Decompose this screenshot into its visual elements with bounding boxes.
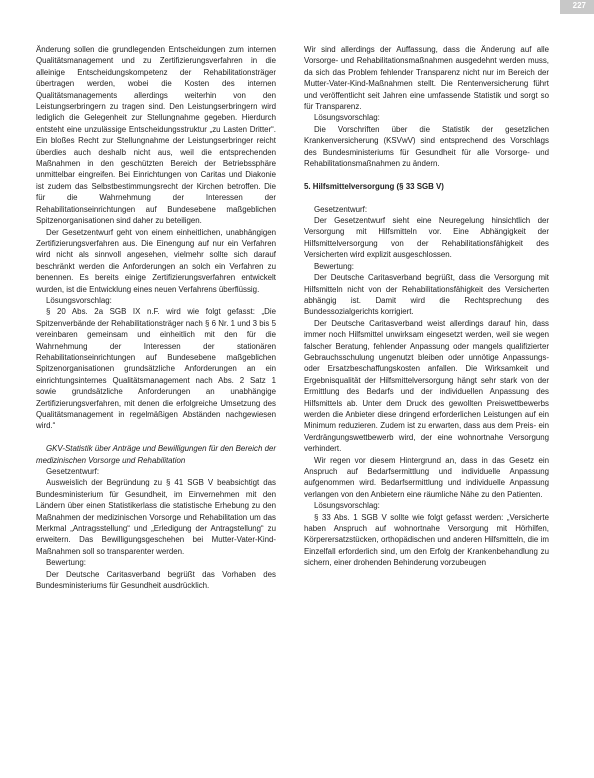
paragraph: Der Gesetzentwurf geht von einem einheitlichen, unabhängigen Zertifizierungsverfahren aus. Die Einengung auf nur ein Verfahren wird nicht als sinnvoll angesehen, vielmehr sollte sich darauf beschränkt werden die Anforderungen an solch ein Verfahren zu benennen. Es bereits einige Zertifizierungsverfahren entwickelt wurden, ist die Entwicklung eines neuen Verfahrens überflüssig. (36, 227, 276, 294)
paragraph: Gesetzentwurf: (314, 204, 368, 214)
paragraph: Der Gesetzentwurf sieht eine Neuregelung hinsichtlich der Versorgung mit Hilfsmitteln vor. Eine Abhängigkeit der Hilfsmittelversorgung von der Rehabilitationsfähigkeit des Versicherten wird explizit ausgeschlossen. (304, 216, 549, 260)
paragraph-spacer (36, 432, 276, 443)
paragraph: § 20 Abs. 2a SGB IX n.F. wird wie folgt gefasst: „Die Spitzenverbände der Rehabilitationsträger nach § 6 Nr. 1 und 3 bis 5 vereinbaren gemeinsam und einheitlich mit den für die Wahrnehmung der Interessen der stationären Rehabilitationseinrichtungen auf Bundesebene maßgeblichen Spitzenorganisationen grundsätzliche Anforderungen an ein einrichtungsinternes Qualitätsmanagement nach Abs. 2 Satz 1 sowie grundsätzliche Anforderungen an unabhängige Zertifizierungsverfahren, mit denen die erfolgreiche Umsetzung des Qualitätsmanagement in regelmäßigen Abständen nachgewiesen wird.“ (36, 307, 276, 431)
paragraph: Der Deutsche Caritasverband weist allerdings darauf hin, dass immer noch Hilfsmittel unwirksam eingesetzt werden, weil sie wegen falscher Beratung, fehlender Anpassung oder mangels qualifizierter Gebrauchsschulung ungenutzt bleiben oder unnötige Anpassungs- oder Ersatzbeschaffungskosten anfallen. Die Wirksamkeit und Ergebnisqualität der Hilfsmittelversorgung hängt sehr stark von der Ermittlung des Bedarfs und der individuellen Anpassung des Hilfsmittels ab. Unter dem Druck des gewollten Preiswettbewerbs werden die Anbieter diese dringend erforderlichen Leistungen auf ein Minimum reduzieren. Zudem ist zu erwarten, dass aus dem Preis- ein Verdrängungswettbewerb wird, der eine wohnortnahe Versorgung verhindert. (304, 318, 549, 454)
left-column (36, 44, 276, 591)
paragraph: Lösungsvorschlag: (46, 295, 112, 305)
paragraph: Wir regen vor diesem Hintergrund an, dass in das Gesetz ein Anspruch auf Bedarfsermittlung und individuelle Anpassung aufgenommen wird. Bedarfsermittlung und individuelle Anpassung verlangen von den Anbietern eine räumliche Nähe zu den Patienten. (304, 455, 549, 499)
paragraph: Ausweislich der Begründung zu § 41 SGB V beabsichtigt das Bundesministerium für Gesundheit, im Einvernehmen mit den Ländern über einen Statistikerlass die statistische Erhebung zu den Maßnahmen der medizinischen Vorsorge und Rehabilitation um das Merkmal „Antragsstellung“ und „Erledigung der Antragstellung“ zu erweitern. Das Bewilligungsgeschehen bei Mutter-Vater-Kind-Maßnahmen soll so transparenter werden. (36, 478, 276, 556)
paragraph: Änderung sollen die grundlegenden Entscheidungen zum internen Qualitätsmanagement und zu Zertifizierungsverfahren in die alleinige Entscheidungskompetenz der Rehabilitationsträger übertragen werden, wobei die Kosten des internen Qualitätsmanagements allerdings weiterhin von den Leistungserbringern zu tragen sind. Den Leistungserbringern wird lediglich die Gelegenheit zur Stellungnahme gegeben. Hierdurch entsteht eine unzulässige Entscheidungsstruktur „zu Lasten Dritter“. Ein bloßes Recht zur Stellungnahme der Leistungserbringer reicht überdies auch deshalb nicht aus, weil die entsprechenden Maßnahmen in den geschützten Bereich der Betriebssphäre unmittelbar eingreifen. Bei Einrichtungen von Caritas und Diakonie ist zudem das Selbstbestimmungsrecht der Kirchen betroffen. Die für die Wahrnehmung der Interessen der Rehabilitationseinrichtungen auf Bundesebene maßgeblichen Spitzenorganisationen sind daher zu beteiligen. (36, 45, 276, 226)
paragraph-spacer (304, 192, 549, 203)
paragraph: Bewertung: (46, 558, 86, 568)
paragraph: Wir sind allerdings der Auffassung, dass die Änderung auf alle Vorsorge- und Rehabilitationsmaßnahmen ausgedehnt werden muss, da sich das Problem fehlender Transparenz nicht nur im Bereich der Mutter-Vater-Kind-Maßnahmen stellt. Die Rentenversicherung führt und veröffentlicht seit Jahren eine umfassende Statistik und sorgt so für Transparenz. (304, 45, 549, 112)
paragraph: Der Deutsche Caritasverband begrüßt, dass die Versorgung mit Hilfsmitteln nicht von der Rehabilitationsfähigkeit des Versicherten abhängig ist. Damit wird die Rechtsprechung des Bundessozialgerichts korrigiert. (304, 273, 549, 317)
subsection-heading: GKV-Statistik über Anträge und Bewilligungen für den Bereich der medizinischen Vorsorge und Rehabilitation (36, 444, 276, 465)
section-heading: 5. Hilfsmittelversorgung (§ 33 SGB V) (304, 181, 444, 191)
paragraph: Lösungsvorschlag: (314, 501, 380, 511)
paragraph-spacer (304, 169, 549, 180)
paragraph: § 33 Abs. 1 SGB V sollte wie folgt gefasst werden: „Versicherte haben Anspruch auf wohnortnahe Versorgung mit Hörhilfen, Körperersatzstücken, orthopädischen und anderen Hilfsmitteln, die im Einzelfall erforderlich sind, um den Erfolg der Krankenbehandlung zu sichern, einer drohenden Behinderung vorzubeugen (304, 512, 549, 568)
page-corner-number: 227 (572, 1, 586, 10)
paragraph: Der Deutsche Caritasverband begrüßt das Vorhaben des Bundesministeriums für Gesundheit ausdrücklich. (36, 569, 276, 591)
paragraph: Die Vorschriften über die Statistik der gesetzlichen Krankenversicherung (KSVwV) sind entsprechend des Vorschlags des Bundesministeriums für Gesundheit für alle Vorsorge- und Rehabilitationsmaßnahmen zu ändern. (304, 124, 549, 169)
paragraph: Gesetzentwurf: (46, 467, 100, 477)
right-column (304, 44, 549, 569)
paragraph: Bewertung: (314, 261, 354, 271)
paragraph: Lösungsvorschlag: (314, 113, 380, 123)
page-corner-tab (560, 0, 594, 14)
